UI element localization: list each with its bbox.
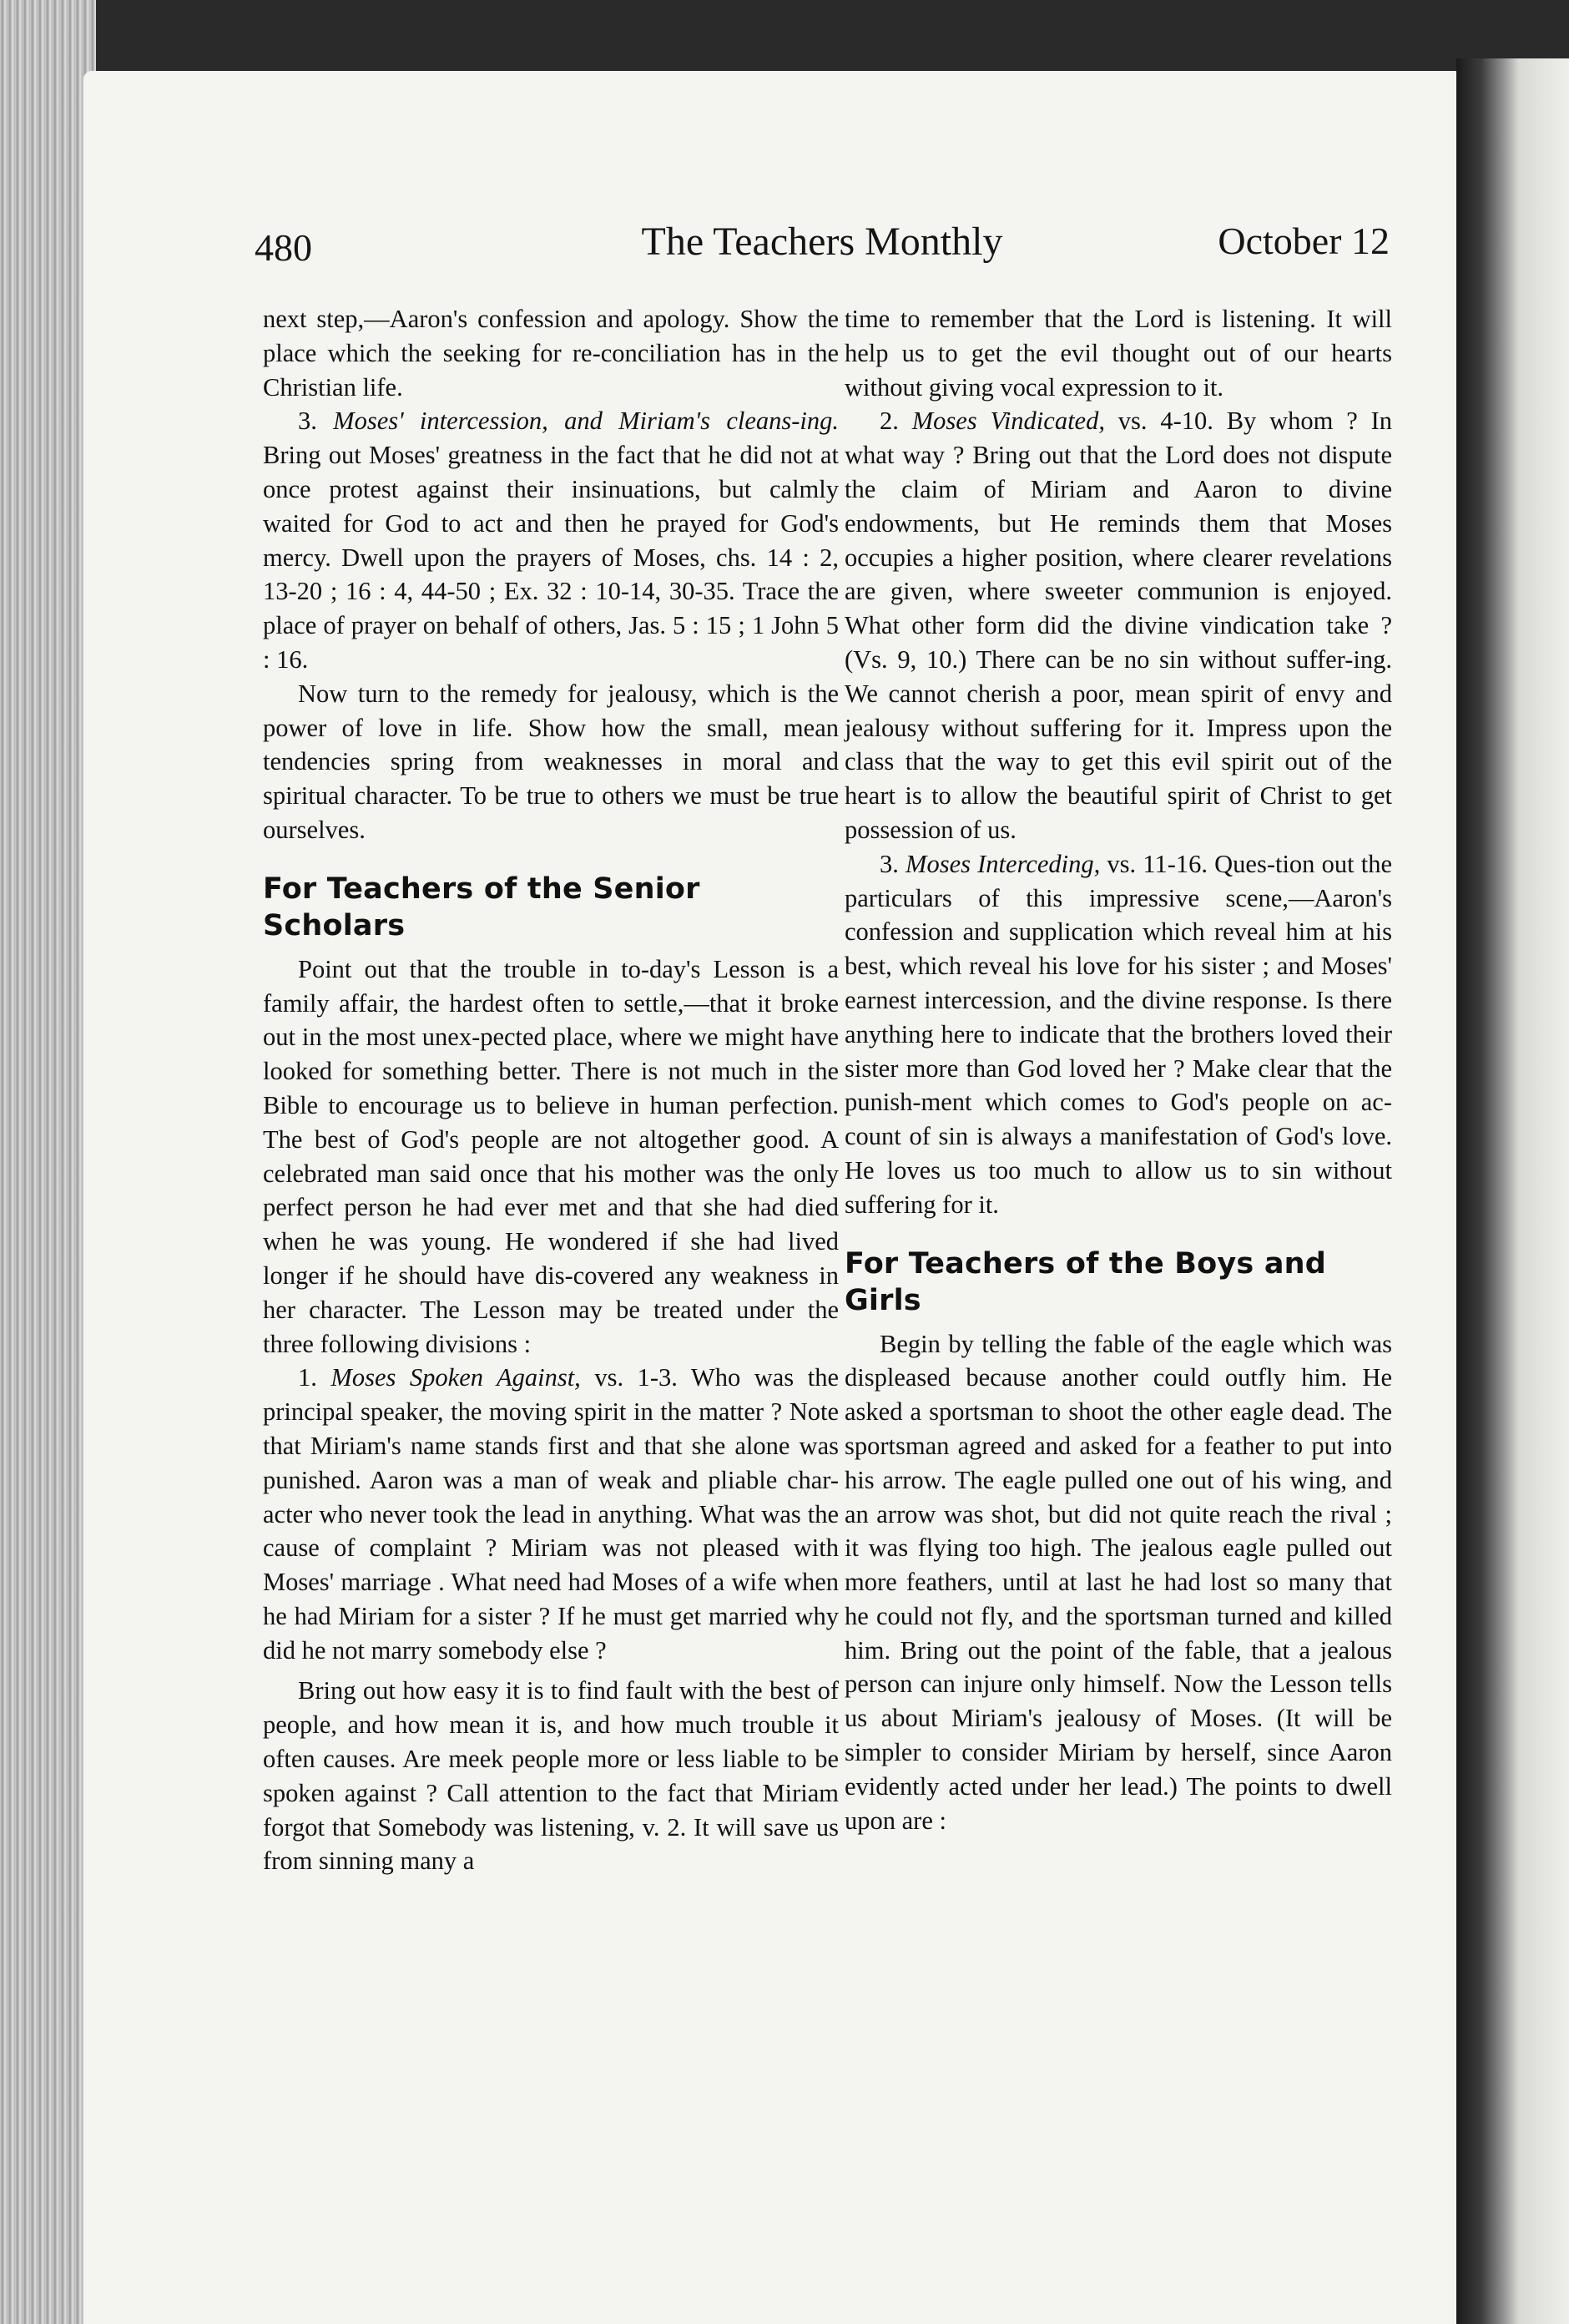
section-heading-boys-and-girls: For Teachers of the Boys and Girls: [845, 1246, 1327, 1317]
journal-title: The Teachers Monthly: [641, 220, 1003, 264]
book-page-edges-left: [0, 0, 96, 2324]
item-title: Moses Spoken Against,: [330, 1363, 581, 1392]
paragraph: [845, 847, 1392, 1222]
running-header: [255, 219, 1390, 277]
paragraph: Point out that the trouble in to-day's Lesson is a family affair, the hardest often to settle,—that it broke out in the most unex-pected place, where we might have looked for something better. There is not much in the Bible to encourage us to believe in human perfection. The best of God's people are not altogether good. A celebrated man said once that his mother was the only perfect person he had ever met and that she had died when he was young. He wondered if she had lived longer if he should have dis-covered any weakness in her character. The Lesson may be treated under the three following divisions :: [263, 954, 839, 1358]
page-number: 480: [255, 226, 312, 269]
issue-date: October 12: [1218, 220, 1390, 262]
book-page-edges-right: [1456, 58, 1569, 2324]
paragraph: [845, 404, 1392, 846]
paragraph: Begin by telling the fable of the eagle which was displeased because another could outfly him. He asked a sportsman to shoot the other eagle dead. The sportsman agreed and asked for a feather to put into his arrow. The eagle pulled one out of his wing, and an arrow was shot, but did not quite reach the rival ; it was flying too high. The jealous eagle pulled out more feathers, until at last he had lost so many that he could not fly, and the sportsman turned and killed him. Bring out the point of the fable, that a jealous person can injure only himself. Now the Lesson tells us about Miriam's jealousy of Moses. (It will be simpler to consider Miriam by herself, since Aaron evidently acted under her lead.) The points to dwell upon are :: [845, 1329, 1392, 1835]
item-text: vs. 1-3. Who was the principal speaker, the moving spirit in the matter ? Note that Miriam's name stands first and that she alone was punished. Aaron was a man of weak and pliable char-acter who never took the lead in anything. What was the cause of complaint ? Miriam was not pleased with Moses' marriage . What need had Moses of a wife when he had Miriam for a sister ? If he must get married why did he not marry somebody else ?: [263, 1363, 839, 1665]
item-number: 1.: [298, 1363, 317, 1392]
left-column: [263, 302, 839, 1878]
paragraph: [263, 404, 839, 676]
item-number: 3.: [298, 407, 317, 436]
paragraph: [263, 1361, 839, 1667]
paragraph: Now turn to the remedy for jealousy, which is the power of love in life. Show how the small, mean tendencies spring from weaknesses in moral and spiritual character. To be true to others we must be true ourselves.: [263, 679, 839, 844]
item-number: 3.: [880, 849, 899, 878]
item-text: Bring out Moses' greatness in the fact that he did not at once protest against their insinuations, but calmly waited for God to act and then he prayed for God's mercy. Dwell upon the prayers of Moses, chs. 14 : 2, 13-20 ; 16 : 4, 44-50 ; Ex. 32 : 10-14, 30-35. Trace the place of prayer on behalf of others, Jas. 5 : 15 ; 1 John 5 : 16.: [263, 441, 839, 674]
section-heading-senior-scholars: For Teachers of the Senior Scholars: [263, 872, 700, 942]
item-title: Moses Interceding,: [906, 849, 1101, 878]
paragraph: next step,—Aaron's confession and apology. Show the place which the seeking for re-conciliation has in the Christian life.: [263, 305, 839, 402]
paragraph: Bring out how easy it is to find fault with the best of people, and how mean it is, and how much trouble it often causes. Are meek people more or less liable to be spoken against ? Call attention to the fact that Miriam forgot that Somebody was listening, v. 2. It will save us from sinning many a: [263, 1676, 839, 1876]
right-column: [845, 302, 1392, 1837]
item-number: 2.: [880, 407, 899, 436]
item-text: vs. 11-16. Ques-tion out the particulars of this impressive scene,—Aaron's confession and supplication which reveal him at his best, which reveal his love for his sister ; and Moses' earnest intercession, and the divine response. Is there anything here to indicate that the brothers loved their sister more than God loved her ? Make clear that the punish-ment which comes to God's people on ac-count of sin is always a manifestation of God's love. He loves us too much to allow us to sin without suffering for it.: [845, 849, 1393, 1219]
paragraph: time to remember that the Lord is listening. It will help us to get the evil thought out of our hearts without giving vocal expression to it.: [845, 305, 1392, 402]
item-title: Moses Vindicated,: [911, 407, 1105, 436]
item-text: vs. 4-10. By whom ? In what way ? Bring out that the Lord does not dispute the claim of Miriam and Aaron to divine endowments, but He reminds them that Moses occupies a higher position, where clearer revelations are given, where sweeter communion is enjoyed. What other form did the divine vindication take ? (Vs. 9, 10.) There can be no sin without suffer-ing. We cannot cherish a poor, mean spirit of envy and jealousy without suffering for it. Impress upon the class that the way to get this evil spirit out of the heart is to allow the beautiful spirit of Christ to get possession of us.: [845, 407, 1392, 844]
item-title: Moses' intercession, and Miriam's cleans-ing.: [333, 407, 839, 436]
